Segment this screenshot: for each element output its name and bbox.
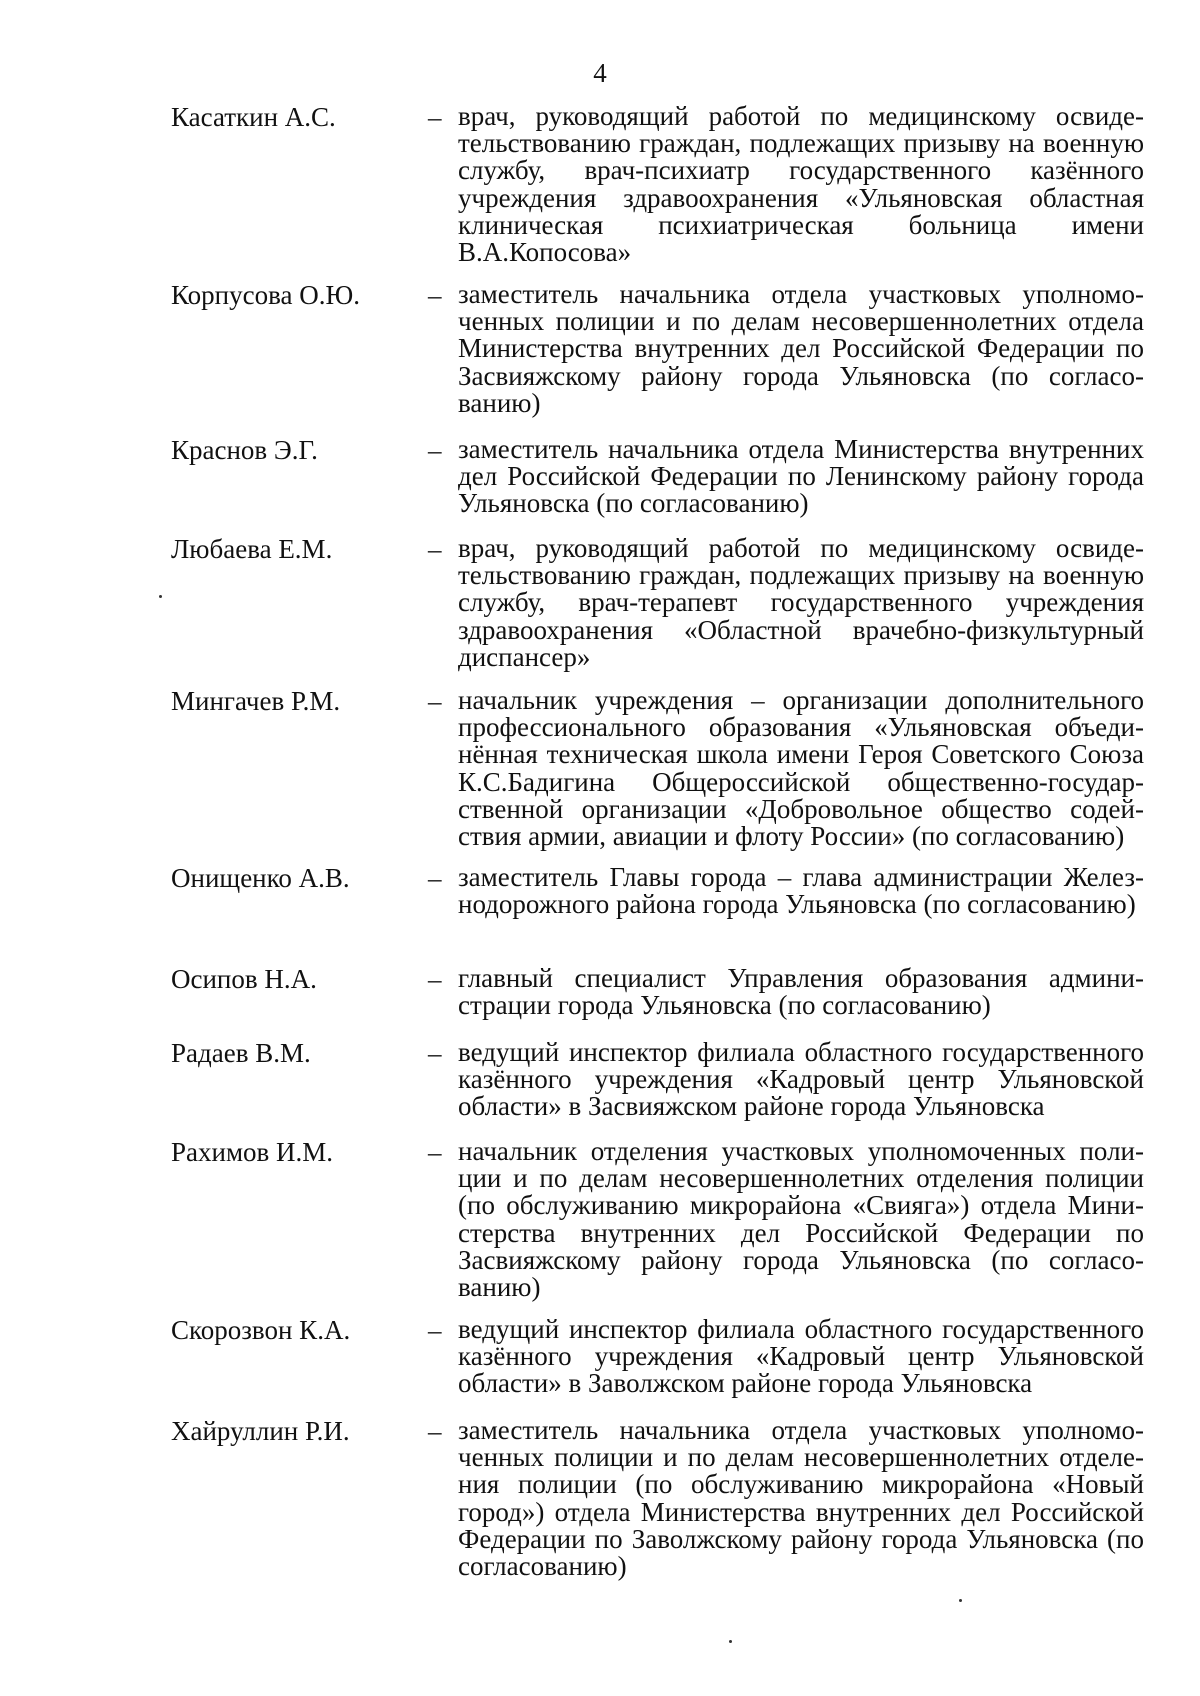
member-position: заместитель начальника отдела участковых уполномоченных полиции и по делам несовершеннолетних отдела Министерства внутренних дел Российской Федерации по Засвияжскому району города Ульяновска (по согласованию) (458, 279, 1144, 418)
entry-dash: – (428, 280, 442, 310)
member-name: Онищенко А.В. (171, 863, 350, 893)
member-position: начальник учреждения – организации дополнительного профессионального образования «Ульяновская объединённая техническая школа имени Героя Советского Союза К.С.Бадигина Общероссийской общественно-государственной организации «Добровольное общество содействия армии, авиации и флоту России» (по согласованию) (458, 685, 1144, 852)
member-position: заместитель начальника отдела Министерства внутренних дел Российской Федерации по Ленинскому району города Ульяновска (по согласованию) (458, 434, 1144, 519)
member-position: врач, руководящий работой по медицинскому освидетельствованию граждан, подлежащих призыву на военную службу, врач-терапевт государственного учреждения здравоохранения «Областной врачебно-физкультурный диспансер» (458, 533, 1144, 672)
entry-dash: – (428, 686, 442, 716)
member-position: заместитель Главы города – глава администрации Железнодорожного района города Ульяновска (по согласованию) (458, 862, 1144, 920)
member-name: Касаткин А.С. (171, 102, 336, 132)
member-name: Скорозвон К.А. (171, 1315, 351, 1345)
scan-speck (159, 595, 162, 598)
member-name: Корпусова О.Ю. (171, 280, 360, 310)
entry-dash: – (428, 1315, 442, 1345)
entry-dash: – (428, 534, 442, 564)
scan-speck (959, 1599, 962, 1602)
entry-dash: – (428, 1038, 442, 1068)
member-position: ведущий инспектор филиала областного государственного казённого учреждения «Кадровый центр Ульяновской области» в Засвияжском районе города Ульяновска (458, 1037, 1144, 1122)
member-name: Рахимов И.М. (171, 1137, 334, 1167)
member-position: заместитель начальника отдела участковых уполномоченных полиции и по делам несовершеннолетних отделения полиции (по обслуживанию микрорайона «Новый город») отдела Министерства внутренних дел Российской Федерации по Заволжскому району города Ульяновска (по согласованию) (458, 1415, 1144, 1582)
member-name: Мингачев Р.М. (171, 686, 341, 716)
page-number: 4 (593, 58, 607, 88)
entry-dash: – (428, 863, 442, 893)
entry-dash: – (428, 435, 442, 465)
entry-dash: – (428, 1416, 442, 1446)
member-position: главный специалист Управления образования администрации города Ульяновска (по согласованию) (458, 963, 1144, 1021)
member-name: Радаев В.М. (171, 1038, 311, 1068)
member-name: Любаева Е.М. (171, 534, 333, 564)
member-name: Краснов Э.Г. (171, 435, 318, 465)
member-name: Хайруллин Р.И. (171, 1416, 350, 1446)
entry-dash: – (428, 102, 442, 132)
member-name: Осипов Н.А. (171, 964, 317, 994)
member-position: ведущий инспектор филиала областного государственного казённого учреждения «Кадровый центр Ульяновской области» в Заволжском районе города Ульяновска (458, 1314, 1144, 1399)
member-position: врач, руководящий работой по медицинскому освидетельствованию граждан, подлежащих призыву на военную службу, врач-психиатр государственного казённого учреждения здравоохранения «Ульяновская областная клиническая психиатрическая больница имени В.А.Копосова» (458, 101, 1144, 268)
member-position: начальник отделения участковых уполномоченных полиции и по делам несовершеннолетних отделения полиции (по обслуживанию микрорайона «Свияга») отдела Министерства внутренних дел Российской Федерации по Засвияжскому району города Ульяновска (по согласованию) (458, 1136, 1144, 1303)
entry-dash: – (428, 964, 442, 994)
scan-speck (729, 1640, 732, 1643)
entry-dash: – (428, 1137, 442, 1167)
